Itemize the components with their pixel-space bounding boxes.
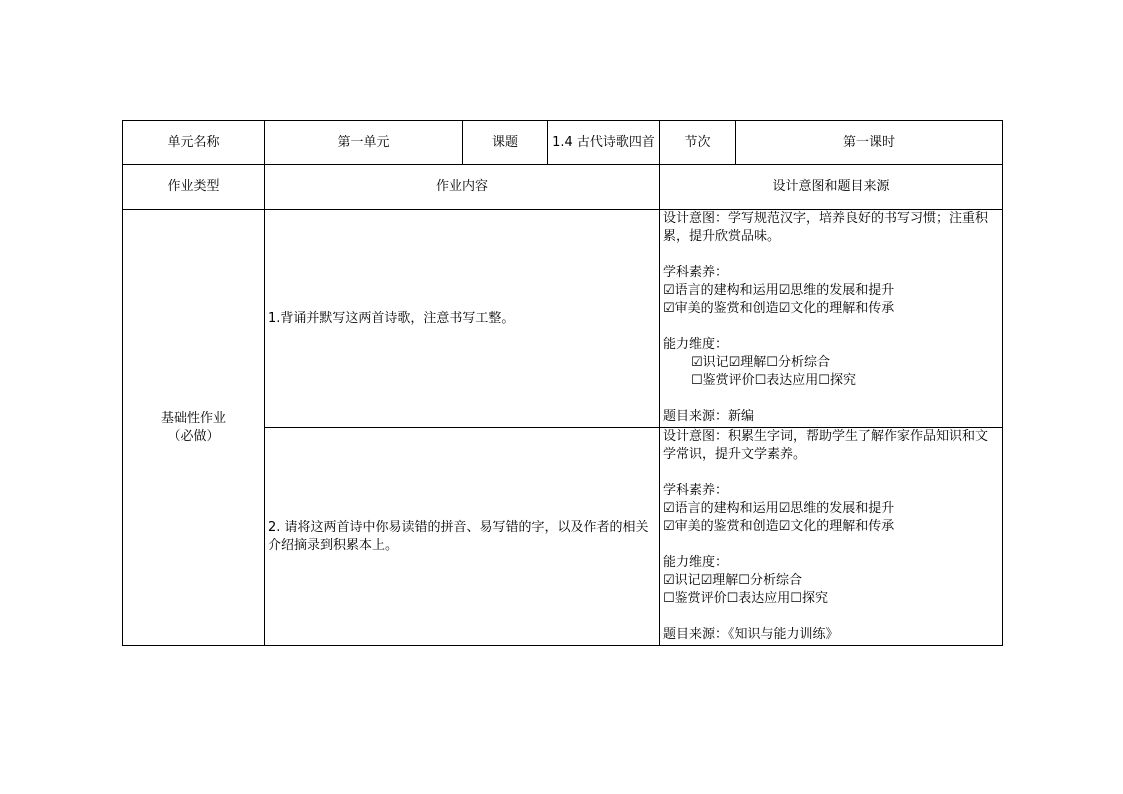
task-1-design	[660, 210, 1003, 428]
section-value: 第一课时	[736, 121, 1003, 165]
unit-name-value: 第一单元	[265, 121, 463, 165]
task-2-literacy-line1: ☑语言的建构和运用☑思维的发展和提升	[663, 501, 895, 516]
task-1-literacy-line2: ☑审美的鉴赏和创造☑文化的理解和传承	[663, 301, 895, 316]
task-1-ability-line1: ☑识记☑理解☐分析综合	[691, 355, 830, 370]
category-note: （必做）	[167, 428, 220, 444]
task-2-ability-line2: ☐鉴赏评价☐表达应用☐探究	[663, 591, 828, 606]
task-1-content	[265, 210, 660, 428]
task-1-literacy-line1: ☑语言的建构和运用☑思维的发展和提升	[663, 283, 895, 298]
category-name: 基础性作业	[160, 410, 226, 426]
column-header-row	[123, 165, 1003, 210]
homework-design-table	[122, 120, 1003, 646]
task-2-source: 题目来源：《知识与能力训练》	[663, 627, 839, 642]
task-2-literacy-label: 学科素养：	[663, 483, 729, 498]
task-2-intent: 设计意图：积累生字词，帮助学生了解作家作品知识和文学常识，提升文学素养。	[663, 429, 989, 462]
task-1-literacy-label: 学科素养：	[663, 265, 729, 280]
task-2-content	[265, 428, 660, 646]
topic-value: 1.4 古代诗歌四首	[548, 121, 660, 165]
category-cell	[123, 210, 265, 646]
task-2-ability-line1: ☑识记☑理解☐分析综合	[663, 573, 802, 588]
task-2-design	[660, 428, 1003, 646]
task-1-ability-line2: ☐鉴赏评价☐表达应用☐探究	[691, 373, 856, 388]
header-row	[123, 121, 1003, 165]
task-row-1	[123, 210, 1003, 428]
task-2-literacy-line2: ☑审美的鉴赏和创造☑文化的理解和传承	[663, 519, 895, 534]
section-label: 节次	[660, 121, 736, 165]
column-design: 设计意图和题目来源	[660, 165, 1003, 210]
task-2-content-text: 2. 请将这两首诗中你易读错的拼音、易写错的字，以及作者的相关介绍摘录到积累本上。	[268, 519, 649, 553]
task-1-intent: 设计意图：学写规范汉字，培养良好的书写习惯；注重积累，提升欣赏品味。	[663, 211, 989, 244]
column-content: 作业内容	[265, 165, 660, 210]
unit-name-label: 单元名称	[123, 121, 265, 165]
task-2-ability-label: 能力维度：	[663, 555, 729, 570]
task-1-source: 题目来源：新编	[663, 409, 755, 424]
task-1-content-text: 1.背诵并默写这两首诗歌，注意书写工整。	[268, 310, 515, 326]
task-1-ability-label: 能力维度：	[663, 337, 729, 352]
column-type: 作业类型	[123, 165, 265, 210]
topic-label: 课题	[463, 121, 548, 165]
